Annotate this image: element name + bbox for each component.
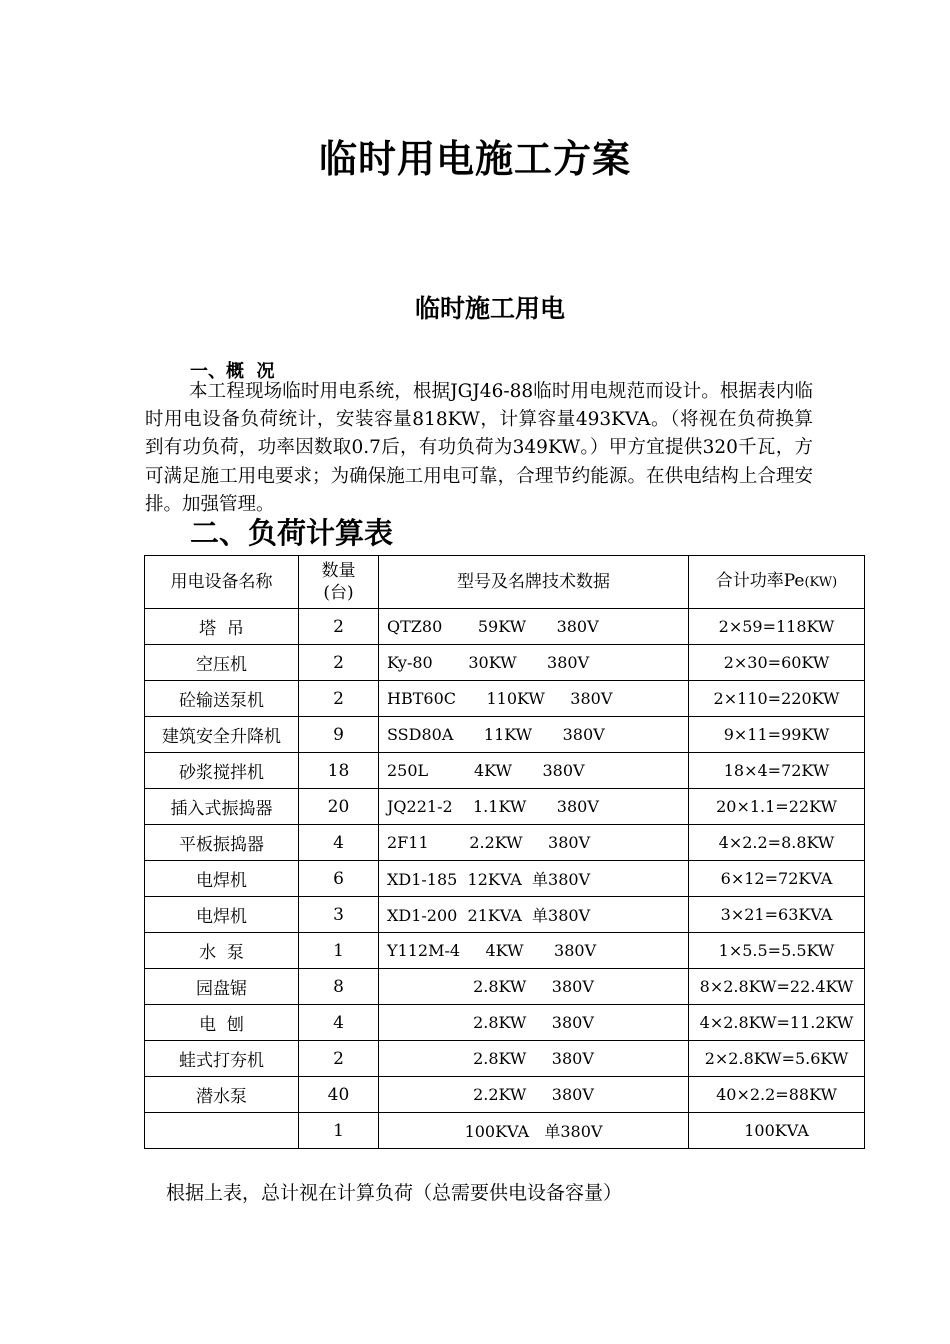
cell-total-power: 3×21=63KVA xyxy=(689,897,865,933)
cell-equipment-name: 插入式振捣器 xyxy=(145,789,299,825)
cell-model-data: 2F11 2.2KW 380V xyxy=(379,825,689,861)
cell-equipment-name xyxy=(145,1113,299,1149)
cell-total-power: 4×2.8KW=11.2KW xyxy=(689,1005,865,1041)
table-row xyxy=(145,933,865,969)
cell-total-power: 6×12=72KVA xyxy=(689,861,865,897)
cell-equipment-name: 水 泵 xyxy=(145,933,299,969)
closing-paragraph: 根据上表，总计视在计算负荷（总需要供电设备容量） xyxy=(166,1182,623,1204)
cell-model-data: Y112M-4 4KW 380V xyxy=(379,933,689,969)
cell-model-data: 2.8KW 380V xyxy=(379,1041,689,1077)
cell-quantity: 6 xyxy=(299,861,379,897)
table-row xyxy=(145,717,865,753)
cell-model-data: 100KVA 单380V xyxy=(379,1113,689,1149)
cell-quantity: 1 xyxy=(299,1113,379,1149)
table-row xyxy=(145,1113,865,1149)
cell-model-data: 2.8KW 380V xyxy=(379,1005,689,1041)
cell-total-power: 100KVA xyxy=(689,1113,865,1149)
cell-total-power: 20×1.1=22KW xyxy=(689,789,865,825)
cell-model-data: 250L 4KW 380V xyxy=(379,753,689,789)
header-quantity: 数量(台) xyxy=(299,556,379,609)
cell-equipment-name: 潜水泵 xyxy=(145,1077,299,1113)
cell-model-data: XD1-200 21KVA 单380V xyxy=(379,897,689,933)
cell-total-power: 18×4=72KW xyxy=(689,753,865,789)
cell-quantity: 9 xyxy=(299,717,379,753)
header-total-power xyxy=(689,556,865,609)
cell-model-data: 2.2KW 380V xyxy=(379,1077,689,1113)
cell-total-power: 1×5.5=5.5KW xyxy=(689,933,865,969)
table-body xyxy=(145,609,865,1149)
cell-equipment-name: 蛙式打夯机 xyxy=(145,1041,299,1077)
cell-quantity: 2 xyxy=(299,645,379,681)
cell-total-power: 2×2.8KW=5.6KW xyxy=(689,1041,865,1077)
cell-quantity: 2 xyxy=(299,1041,379,1077)
header-equipment-name: 用电设备名称 xyxy=(145,556,299,609)
cell-total-power: 9×11=99KW xyxy=(689,717,865,753)
table-row xyxy=(145,861,865,897)
section-2-heading: 二、负荷计算表 xyxy=(190,516,394,550)
cell-total-power: 2×59=118KW xyxy=(689,609,865,645)
cell-equipment-name: 建筑安全升降机 xyxy=(145,717,299,753)
page-title: 临时用电施工方案 xyxy=(318,137,631,181)
section-subtitle: 临时施工用电 xyxy=(414,294,565,323)
section-1-heading: 一、概 况 xyxy=(190,361,275,382)
cell-quantity: 2 xyxy=(299,609,379,645)
cell-total-power: 40×2.2=88KW xyxy=(689,1077,865,1113)
header-total-power-unit: (KW) xyxy=(804,575,838,590)
cell-quantity: 2 xyxy=(299,681,379,717)
header-total-power-label: 合计功率Pe xyxy=(715,571,805,591)
cell-quantity: 3 xyxy=(299,897,379,933)
cell-quantity: 1 xyxy=(299,933,379,969)
cell-model-data: SSD80A 11KW 380V xyxy=(379,717,689,753)
cell-equipment-name: 电焊机 xyxy=(145,861,299,897)
cell-total-power: 2×30=60KW xyxy=(689,645,865,681)
table-row xyxy=(145,645,865,681)
cell-equipment-name: 塔 吊 xyxy=(145,609,299,645)
cell-quantity: 4 xyxy=(299,825,379,861)
cell-model-data: 2.8KW 380V xyxy=(379,969,689,1005)
cell-quantity: 40 xyxy=(299,1077,379,1113)
table-row xyxy=(145,969,865,1005)
table-header-row xyxy=(145,556,865,609)
cell-model-data: XD1-185 12KVA 单380V xyxy=(379,861,689,897)
cell-equipment-name: 砂浆搅拌机 xyxy=(145,753,299,789)
cell-total-power: 2×110=220KW xyxy=(689,681,865,717)
cell-equipment-name: 平板振捣器 xyxy=(145,825,299,861)
cell-equipment-name: 园盘锯 xyxy=(145,969,299,1005)
cell-total-power: 4×2.2=8.8KW xyxy=(689,825,865,861)
cell-model-data: Ky-80 30KW 380V xyxy=(379,645,689,681)
cell-total-power: 8×2.8KW=22.4KW xyxy=(689,969,865,1005)
cell-model-data: QTZ80 59KW 380V xyxy=(379,609,689,645)
table-row xyxy=(145,1005,865,1041)
cell-quantity: 18 xyxy=(299,753,379,789)
table-row xyxy=(145,681,865,717)
table-row xyxy=(145,753,865,789)
cell-quantity: 20 xyxy=(299,789,379,825)
cell-equipment-name: 电 刨 xyxy=(145,1005,299,1041)
table-row xyxy=(145,609,865,645)
load-calculation-table xyxy=(144,555,865,1149)
cell-equipment-name: 砼输送泵机 xyxy=(145,681,299,717)
cell-equipment-name: 空压机 xyxy=(145,645,299,681)
cell-equipment-name: 电焊机 xyxy=(145,897,299,933)
cell-quantity: 4 xyxy=(299,1005,379,1041)
table-row xyxy=(145,897,865,933)
section-1-paragraph: 本工程现场临时用电系统，根据JGJ46-88临时用电规范而设计。根据表内临时用电设备负荷统计，安装容量818KW，计算容量493KVA。（将视在负荷换算到有功负荷，功率因数取0.7后，有功负荷为349KW。）甲方宜提供320千瓦，方可满足施工用电要求；为确保施工用电可靠，合理节约能源。在供电结构上合理安排。加强管理。 xyxy=(145,381,813,515)
header-model-data: 型号及名牌技术数据 xyxy=(379,556,689,609)
cell-quantity: 8 xyxy=(299,969,379,1005)
table-row xyxy=(145,1041,865,1077)
table-row xyxy=(145,825,865,861)
table-row xyxy=(145,789,865,825)
cell-model-data: JQ221-2 1.1KW 380V xyxy=(379,789,689,825)
cell-model-data: HBT60C 110KW 380V xyxy=(379,681,689,717)
table-row xyxy=(145,1077,865,1113)
